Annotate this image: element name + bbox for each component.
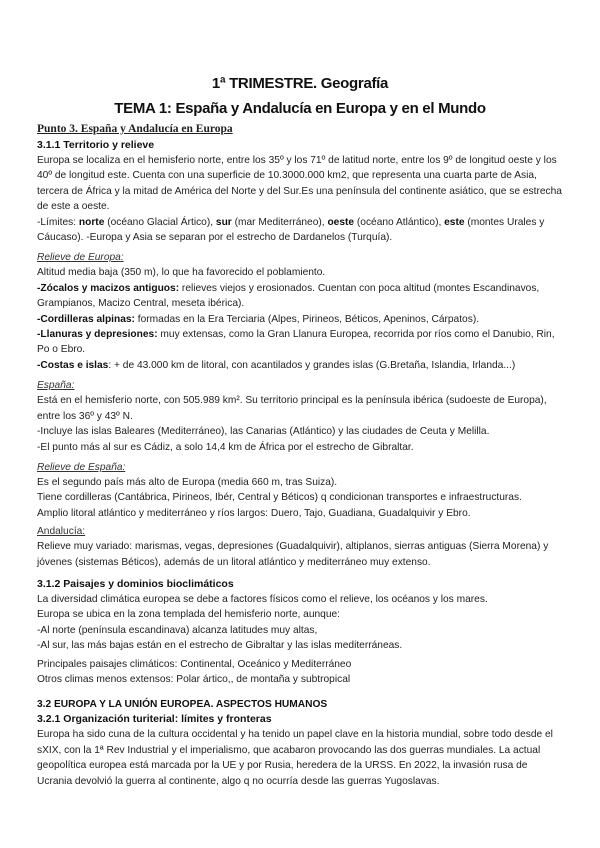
paisajes-line-1: La diversidad climática europea se debe a factores físicos como el relieve, los océanos y los mares. bbox=[37, 593, 488, 605]
section-3-2-heading: 3.2 EUROPA Y LA UNIÓN EUROPEA. ASPECTOS HUMANOS bbox=[37, 699, 328, 711]
cordilleras-text: formadas en la Era Terciaria (Alpes, Pirineos, Béticos, Apeninos, Cárpatos). bbox=[134, 313, 480, 325]
relieve-europa-heading: Relieve de Europa: bbox=[37, 252, 124, 264]
zocalos-label: -Zócalos y macizos antiguos: bbox=[37, 282, 180, 294]
paisajes-line-4: -Al sur, las más bajas están en el estrecho de Gibraltar y las islas mediterráneas. bbox=[37, 640, 403, 652]
paisajes-line-3: -Al norte (península escandinava) alcanza latitudes muy altas, bbox=[37, 624, 318, 636]
territorio-paragraph: Europa se localiza en el hemisferio norte, entre los 35º y los 71º de latitud norte, entre los 9º de longitud oeste y los 40º de longitud este. Cuenta con una superficie de 10.3000.000 km2, que representa una cuarta parte de Asia, tercera de África y la mitad de América del Norte y del Sur.Es una península del continente asiático, que se estrecha de este a oeste. bbox=[37, 155, 562, 213]
espana-line-1: Está en el hemisferio norte, con 505.989 km². Su territorio principal es la península ibérica (sudoeste de Europa), entre los 36º y 43º N. bbox=[37, 395, 547, 422]
limite-sur-text: (mar Mediterráneo), bbox=[231, 216, 328, 228]
limites-prefix: -Límites: bbox=[37, 216, 79, 228]
limite-sur-label: sur bbox=[215, 216, 232, 228]
relieve-europa-line-4 bbox=[37, 327, 563, 358]
relieve-europa-line-1: Altitud media baja (350 m), lo que ha favorecido el poblamiento. bbox=[37, 267, 326, 279]
relieve-europa-line-3 bbox=[37, 312, 563, 327]
relieve-espana-line-2: Tiene cordilleras (Cantábrica, Pirineos, Ibér, Central y Béticos) q condicionan transportes e infraestructuras. bbox=[37, 492, 522, 504]
limite-norte-text: (océano Glacial Ártico), bbox=[104, 216, 216, 228]
relieve-espana-line-3: Amplio litoral atlántico y mediterráneo y ríos largos: Duero, Tajo, Guadiana, Guadalquivir y Ebro. bbox=[37, 507, 471, 519]
relieve-espana-heading: Relieve de España: bbox=[37, 461, 126, 473]
espana-heading: España: bbox=[37, 380, 75, 392]
section-3-1-1-heading: 3.1.1 Territorio y relieve bbox=[37, 139, 155, 151]
punto-heading: Punto 3. España y Andalucía en Europa bbox=[37, 123, 233, 135]
cordilleras-label: -Cordilleras alpinas: bbox=[37, 313, 135, 325]
paisajes-line-2: Europa se ubica en la zona templada del hemisferio norte, aunque: bbox=[37, 609, 340, 621]
costas-label: -Costas e islas bbox=[37, 359, 109, 371]
limite-este-text: (montes Urales y Cáucaso). -Europa y Asia se separan por el estrecho de Dardanelos (Turquía). bbox=[37, 216, 545, 244]
zocalos-text: relieves viejos y erosionados. Cuentan con poca altitud (montes Escandinavos, Grampianos, Macizo Central, meseta ibérica). bbox=[37, 282, 540, 310]
limite-oeste-text: (océano Atlántico), bbox=[354, 216, 445, 228]
limite-este-label: este bbox=[444, 216, 465, 228]
espana-line-3: -El punto más al sur es Cádiz, a solo 14,4 km de África por el estrecho de Gibraltar. bbox=[37, 441, 414, 453]
page-subtitle: TEMA 1: España y Andalucía en Europa y en el Mundo bbox=[114, 100, 486, 117]
relieve-espana-line-1: Es el segundo país más alto de Europa (media 660 m, tras Suiza). bbox=[37, 476, 338, 488]
costas-text: : + de 43.000 km de litoral, con acantilados y grandes islas (G.Bretaña, Islandia, Irlanda...) bbox=[108, 359, 516, 371]
limite-oeste-label: oeste bbox=[327, 216, 355, 228]
llanuras-label: -Llanuras y depresiones: bbox=[37, 329, 158, 341]
section-3-2-1-heading: 3.2.1 Organización turiterial: límites y fronteras bbox=[37, 713, 272, 726]
andalucia-line-1: Relieve muy variado: marismas, vegas, depresiones (Guadalquivir), altiplanos, sierras antiguas (Sierra Morena) y jóvenes (sistemas Béticos), además de un litoral atlántico y mediterráneo muy extenso. bbox=[37, 541, 549, 568]
paisajes-line-5: Principales paisajes climáticos: Continental, Oceánico y Mediterráneo bbox=[37, 658, 352, 670]
page-title: 1ª TRIMESTRE. Geografía bbox=[211, 75, 389, 92]
andalucia-heading: Andalucía: bbox=[37, 526, 86, 538]
limites-paragraph bbox=[37, 215, 563, 246]
paisajes-line-6: Otros climas menos extensos: Polar ártico,, de montaña y subtropical bbox=[37, 673, 351, 685]
organizacion-paragraph: Europa ha sido cuna de la cultura occidental y ha tenido un papel clave en la historia mundial, sobre todo desde el sXIX, con la 1ª Rev Industrial y el imperialismo, que acabaron provocando las dos guerras mundiales. La actual geopolítica europea está marcada por la UE y por Rusia, heredera de la URSS. En 2022, la invasión rusa de Ucrania devolvió la guerra al continente, algo q no ocurría desde las guerras Yugoslavas. bbox=[37, 729, 553, 787]
llanuras-text: muy extensas, como la Gran Llanura Europea, recorrida por ríos como el Danubio, Rin, Po o Ebro. bbox=[37, 329, 555, 356]
section-3-1-2-heading: 3.1.2 Paisajes y dominios bioclimáticos bbox=[37, 577, 234, 590]
espana-line-2: -Incluye las islas Baleares (Mediterráneo), las Canarias (Atlántico) y las ciudades de Ceuta y Melilla. bbox=[37, 426, 490, 438]
limite-norte-label: norte bbox=[78, 216, 105, 228]
relieve-europa-line-2 bbox=[37, 281, 563, 312]
relieve-europa-line-5 bbox=[37, 358, 563, 373]
